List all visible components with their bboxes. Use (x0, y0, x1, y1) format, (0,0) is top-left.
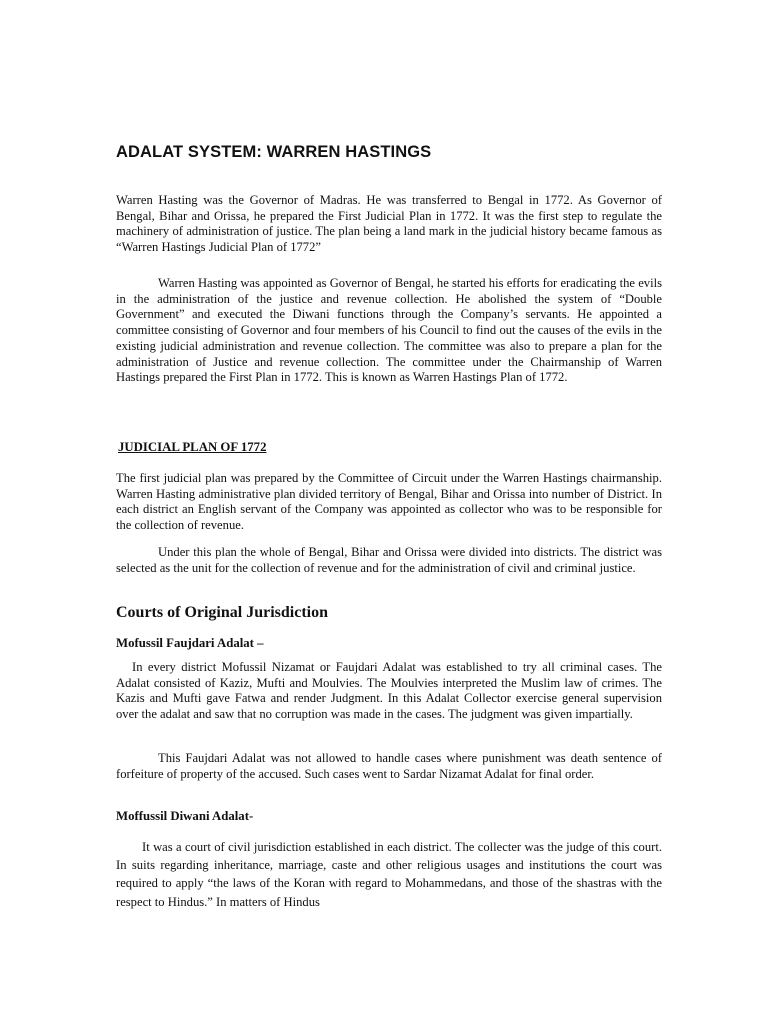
paragraph-intro (116, 193, 662, 256)
paragraph-faujdari (116, 660, 662, 723)
subheading-diwani-adalat: Moffussil Diwani Adalat- (116, 809, 254, 823)
heading-courts-original-jurisdiction: Courts of Original Jurisdiction (116, 604, 329, 621)
paragraph-appointment (116, 276, 662, 386)
paragraph-districts-text: Under this plan the whole of Bengal, Bihar and Orissa were divided into districts. The district was selected as the unit for the collection of revenue and for the administration of civil and criminal justice. (116, 545, 662, 575)
paragraph-faujdari-text: In every district Mofussil Nizamat or Faujdari Adalat was established to try all criminal cases. The Adalat consisted of Kaziz, Mufti and Moulvies. The Moulvies interpreted the Muslim law of crimes. The Kazis and Mufti gave Fatwa and render Judgment. In this Adalat Collector exercise general supervision over the adalat and saw that no corruption was made in the cases. The judgment was given impartially. (116, 660, 662, 722)
paragraph-faujdari-limits (116, 751, 662, 782)
paragraph-intro-text: Warren Hasting was the Governor of Madras. He was transferred to Bengal in 1772. As Governor of Bengal, Bihar and Orissa, he prepared the First Judicial Plan in 1772. It was the first step to regulate the machinery of administration of justice. The plan being a land mark in the judicial history became famous as “Warren Hastings Judicial Plan of 1772” (116, 193, 662, 255)
paragraph-appointment-text: Warren Hasting was appointed as Governor of Bengal, he started his efforts for eradicating the evils in the administration of the justice and revenue collection. He abolished the system of “Double Government” and executed the Diwani functions through the Company’s servants. He appointed a committee consisting of Governor and four members of his Council to find out the causes of the evils in the existing judicial administration and revenue collection. The committee was also to prepare a plan for the administration of Justice and revenue collection. The committee under the Chairmanship of Warren Hastings prepared the First Plan in 1772. This is known as Warren Hastings Plan of 1772. (116, 276, 662, 385)
paragraph-diwani (116, 838, 662, 911)
paragraph-faujdari-limits-text: This Faujdari Adalat was not allowed to handle cases where punishment was death sentence of forfeiture of property of the accused. Such cases went to Sardar Nizamat Adalat for final order. (116, 751, 662, 781)
paragraph-diwani-text: It was a court of civil jurisdiction established in each district. The collecter was the judge of this court. In suits regarding inheritance, marriage, caste and other religious usages and institutions the court was required to apply “the laws of the Koran with regard to Mohammedans, and those of the shastras with the respect to Hindus.” In matters of Hindus (116, 840, 662, 909)
paragraph-first-plan-text: The first judicial plan was prepared by the Committee of Circuit under the Warren Hastings chairmanship. Warren Hasting administrative plan divided territory of Bengal, Bihar and Orissa into number of District. In each district an English servant of the Company was appointed as collector who was to be responsible for the collection of revenue. (116, 471, 662, 533)
subheading-faujdari-adalat: Mofussil Faujdari Adalat – (116, 636, 264, 650)
page-title: ADALAT SYSTEM: WARREN HASTINGS (116, 143, 432, 161)
heading-judicial-plan: JUDICIAL PLAN OF 1772 (118, 440, 267, 454)
paragraph-districts (116, 545, 662, 576)
paragraph-first-plan (116, 471, 662, 534)
